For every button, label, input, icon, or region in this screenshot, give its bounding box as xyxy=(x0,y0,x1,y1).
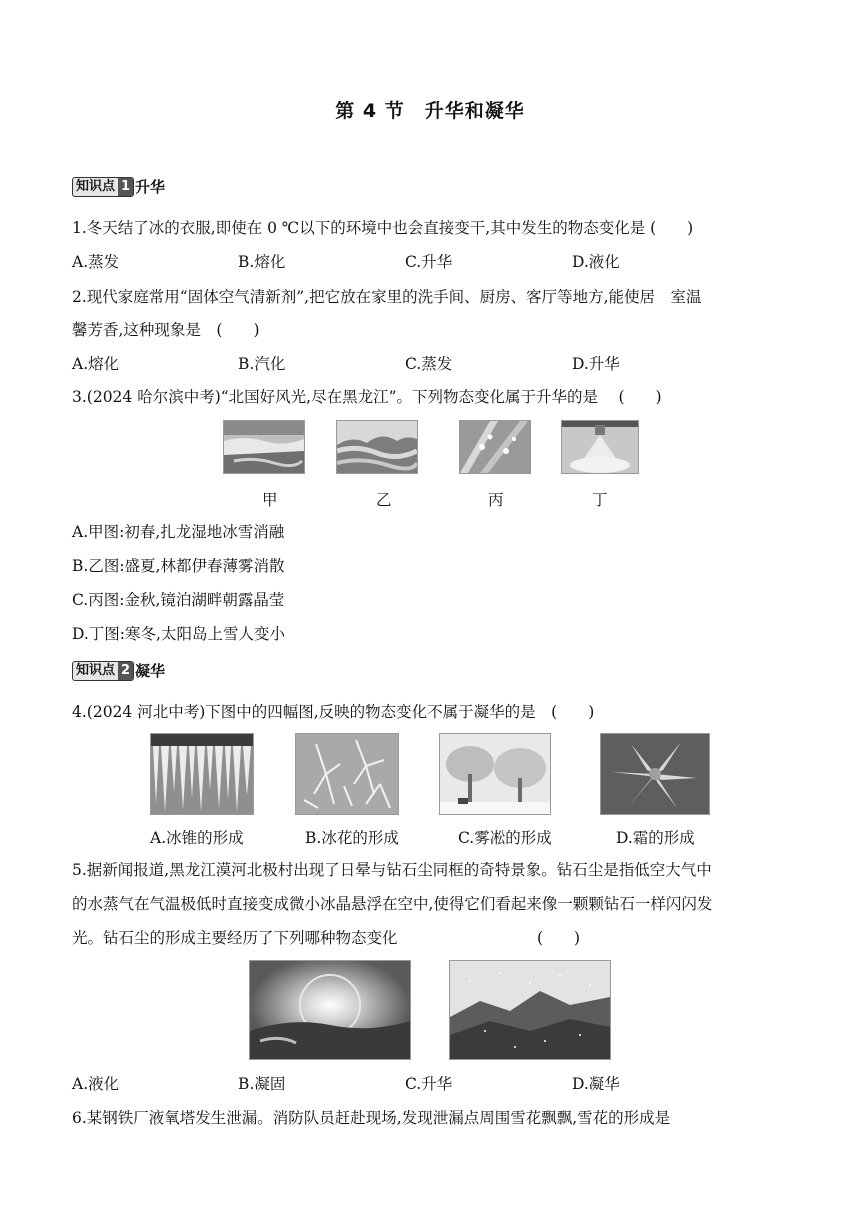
q4-caption-a: A.冰锥的形成 xyxy=(150,829,244,847)
q2-option-b: B.汽化 xyxy=(238,355,286,373)
q3-image-yi xyxy=(336,420,418,474)
knowledge-point-1-header xyxy=(72,176,165,197)
q3-label-jia: 甲 xyxy=(262,491,278,509)
q4-caption-b: B.冰花的形成 xyxy=(305,829,399,847)
knowledge-point-2-header xyxy=(72,660,165,681)
q4-caption-c: C.雾凇的形成 xyxy=(458,829,552,847)
q4-stem: 4.(2024 河北中考)下图中的四幅图,反映的物态变化不属于凝华的是 ( ) xyxy=(72,703,595,721)
q4-image-rime xyxy=(439,733,551,815)
q3-option-a: A.甲图:初春,扎龙湿地冰雪消融 xyxy=(72,523,285,541)
q1-option-d: D.液化 xyxy=(572,253,620,271)
q5-image-diamond-dust xyxy=(449,960,611,1060)
q3-image-ding xyxy=(561,420,639,474)
q3-image-jia xyxy=(223,420,305,474)
q3-option-c: C.丙图:金秋,镜泊湖畔朝露晶莹 xyxy=(72,591,285,609)
q1-option-a: A.蒸发 xyxy=(72,253,120,271)
q3-label-yi: 乙 xyxy=(376,491,392,509)
q3-option-d: D.丁图:寒冬,太阳岛上雪人变小 xyxy=(72,625,285,643)
q3-label-bing: 丙 xyxy=(488,491,504,509)
q5-stem-line3: 光。钻石尘的形成主要经历了下列哪种物态变化 ( ) xyxy=(72,929,581,947)
badge-text: 知识点 xyxy=(76,178,116,194)
badge-text: 知识点 xyxy=(76,662,116,678)
q5-option-d: D.凝华 xyxy=(572,1075,620,1093)
q4-caption-d: D.霜的形成 xyxy=(616,829,695,847)
q2-option-a: A.熔化 xyxy=(72,355,120,373)
knowledge-point-title: 升华 xyxy=(135,178,166,196)
q5-stem-line2: 的水蒸气在气温极低时直接变成微小冰晶悬浮在空中,使得它们看起来像一颗颗钻石一样闪闪发 xyxy=(72,895,713,913)
q5-option-b: B.凝固 xyxy=(238,1075,286,1093)
q5-image-halo xyxy=(249,960,411,1060)
q5-option-c: C.升华 xyxy=(405,1075,453,1093)
q3-label-ding: 丁 xyxy=(592,491,608,509)
q1-stem: 1.冬天结了冰的衣服,即使在 0 ℃以下的环境中也会直接变干,其中发生的物态变化是 ( ) xyxy=(72,219,694,237)
q3-option-b: B.乙图:盛夏,林都伊春薄雾消散 xyxy=(72,557,285,575)
q1-option-b: B.熔化 xyxy=(238,253,286,271)
knowledge-point-badge xyxy=(72,661,134,681)
q2-option-d: D.升华 xyxy=(572,355,620,373)
badge-number: 2 xyxy=(118,662,133,680)
q5-option-a: A.液化 xyxy=(72,1075,120,1093)
q3-stem: 3.(2024 哈尔滨中考)“北国好风光,尽在黑龙江”。下列物态变化属于升华的是 ( ) xyxy=(72,388,662,406)
q2-stem-line2: 馨芳香,这种现象是 ( ) xyxy=(72,321,260,339)
knowledge-point-badge xyxy=(72,177,134,197)
q6-stem: 6.某钢铁厂液氧塔发生泄漏。消防队员赶赴现场,发现泄漏点周围雪花飘飘,雪花的形成是 xyxy=(72,1109,671,1127)
q4-image-frost xyxy=(600,733,710,815)
page-title: 第 4 节 升华和凝华 xyxy=(335,100,525,122)
q5-stem-line1: 5.据新闻报道,黑龙江漠河北极村出现了日晕与钻石尘同框的奇特景象。钻石尘是指低空大气中 xyxy=(72,861,712,879)
badge-number: 1 xyxy=(118,178,133,196)
knowledge-point-title: 凝华 xyxy=(135,662,166,680)
q1-option-c: C.升华 xyxy=(405,253,453,271)
q4-image-icicles xyxy=(150,733,254,815)
q2-stem-line1: 2.现代家庭常用“固体空气清新剂”,把它放在家里的洗手间、厨房、客厅等地方,能使居 室温 xyxy=(72,288,702,306)
q2-option-c: C.蒸发 xyxy=(405,355,453,373)
q3-image-bing xyxy=(459,420,531,474)
q4-image-ice-flowers xyxy=(295,733,399,815)
